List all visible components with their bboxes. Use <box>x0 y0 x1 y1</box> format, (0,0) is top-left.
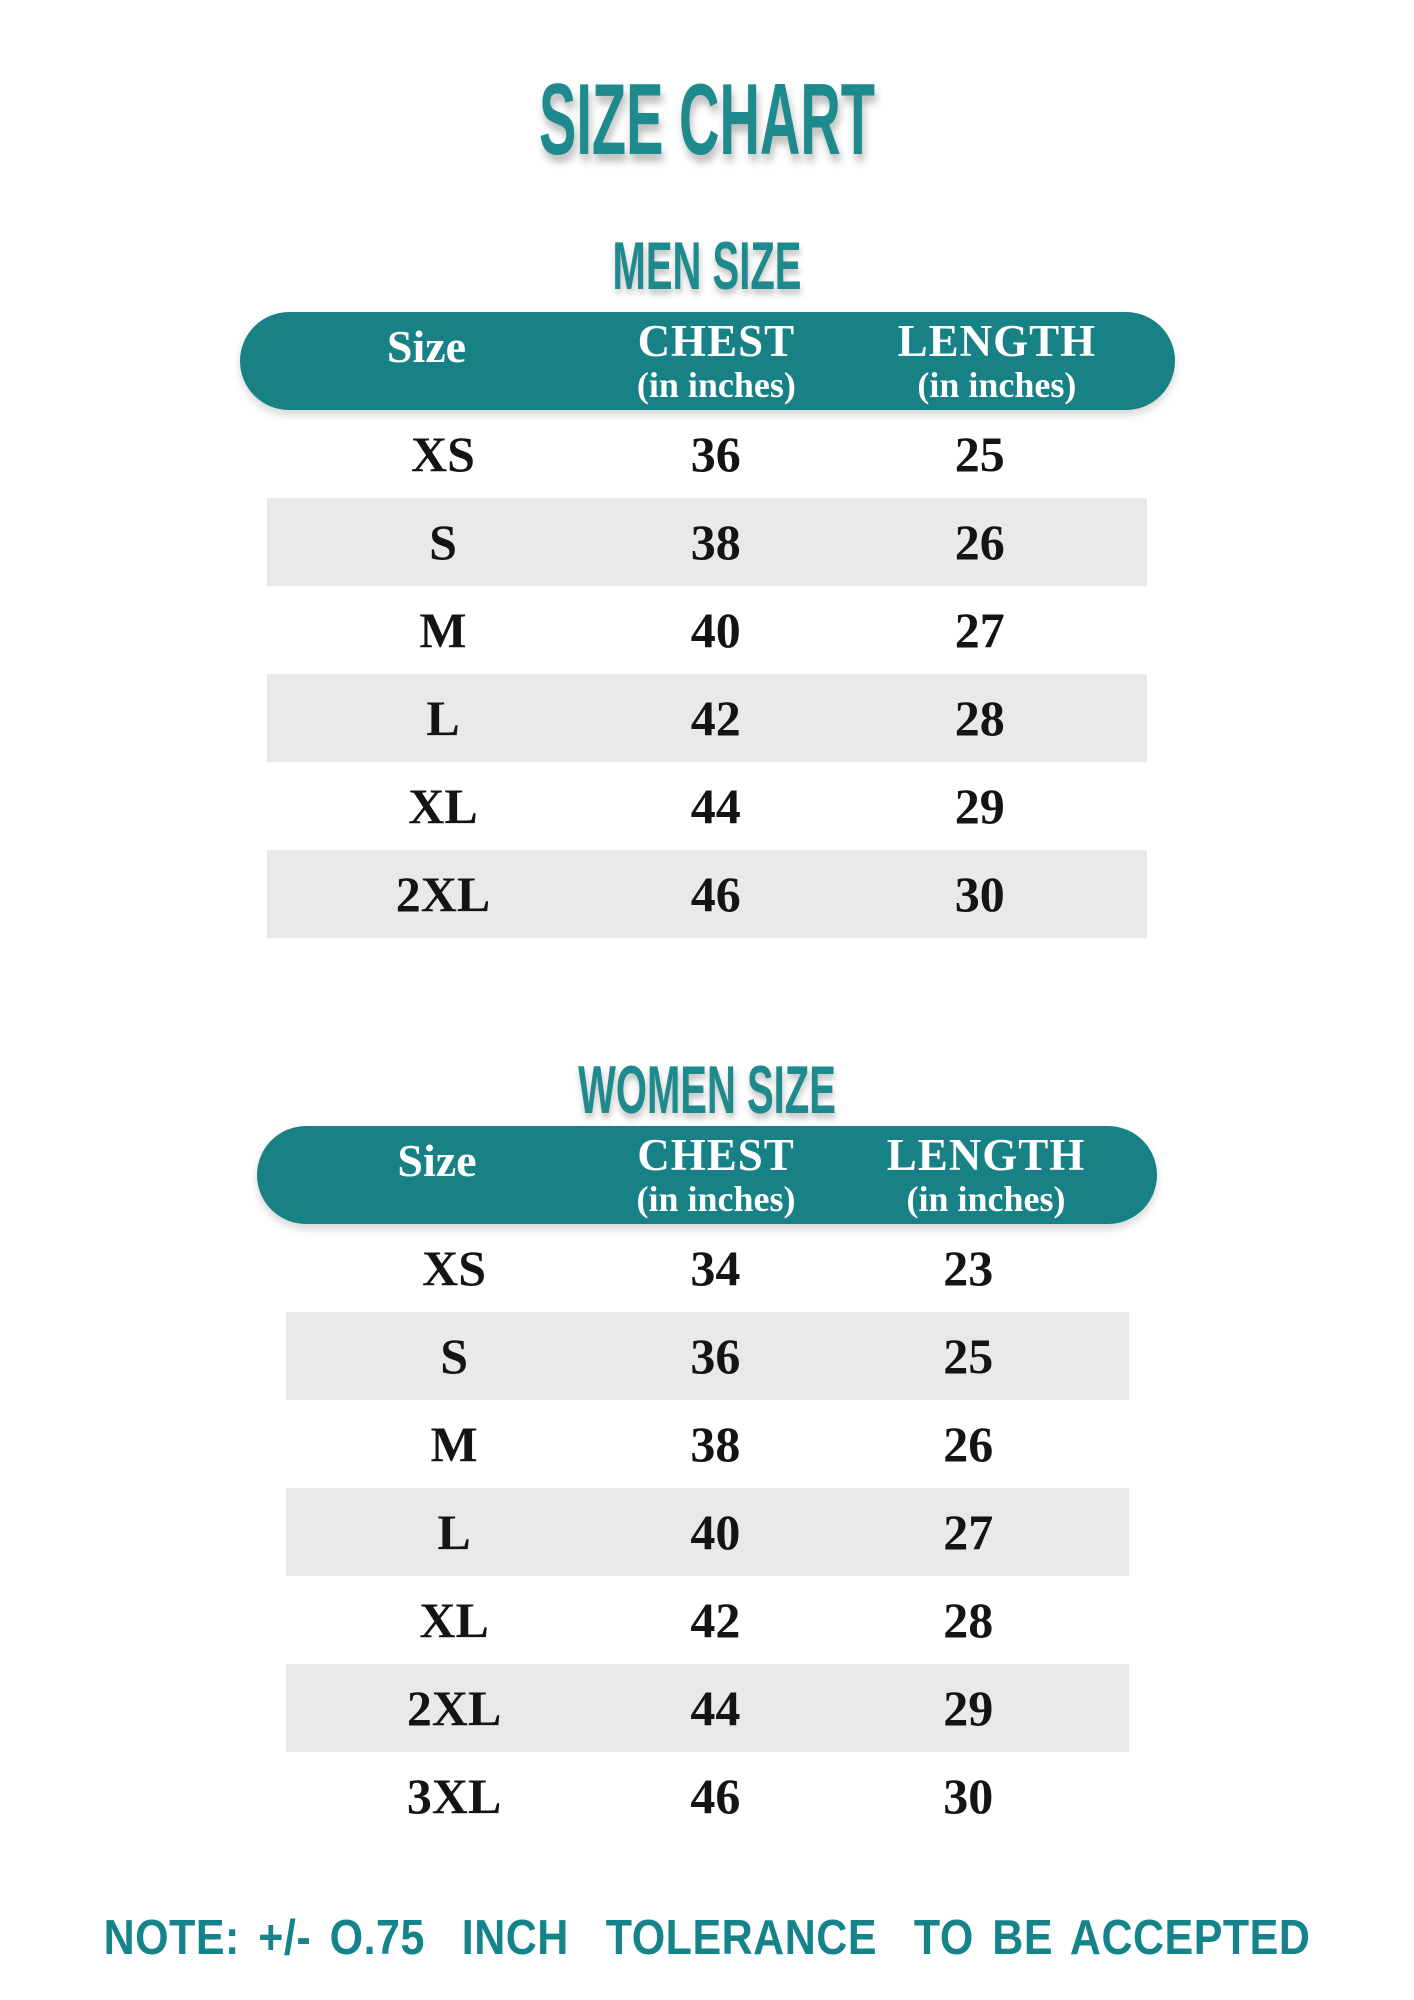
men-length-cell: 25 <box>954 426 1005 482</box>
women-table-row <box>286 1400 1129 1488</box>
women-length-cell: 27 <box>943 1504 994 1560</box>
men-length-cell: 28 <box>954 690 1005 746</box>
men-length-cell: 27 <box>954 602 1005 658</box>
women-table-header <box>257 1126 1157 1224</box>
men-chest-cell: 46 <box>690 866 741 922</box>
men-header-chest <box>614 316 820 405</box>
men-table-row <box>267 498 1147 586</box>
women-length-cell: 26 <box>943 1416 994 1472</box>
women-size-cell: M <box>430 1416 478 1472</box>
women-header-chest <box>617 1130 815 1219</box>
page-title: SIZE CHART <box>539 62 875 176</box>
men-table-row <box>267 410 1147 498</box>
women-chest-cell: 40 <box>690 1504 741 1560</box>
men-table-header <box>240 312 1175 410</box>
women-chest-cell: 42 <box>690 1592 741 1648</box>
women-length-cell: 29 <box>943 1680 994 1736</box>
men-header-length-unit: (in inches) <box>917 365 1077 405</box>
women-size-cell: 3XL <box>406 1768 502 1824</box>
men-length-cell: 30 <box>954 866 1005 922</box>
men-size-cell: XL <box>408 778 478 834</box>
women-header-chest-unit: (in inches) <box>636 1179 796 1219</box>
women-chest-cell: 46 <box>690 1768 741 1824</box>
women-table-row <box>286 1576 1129 1664</box>
men-size-cell: L <box>426 690 460 746</box>
women-table-rows <box>286 1224 1129 1840</box>
women-size-cell: L <box>437 1504 471 1560</box>
women-header-length <box>815 1130 1157 1219</box>
men-header-chest-unit: (in inches) <box>636 365 796 405</box>
women-length-cell: 23 <box>943 1240 994 1296</box>
women-header-length-unit: (in inches) <box>906 1179 1066 1219</box>
men-length-cell: 26 <box>954 514 1005 570</box>
women-chest-cell: 38 <box>690 1416 741 1472</box>
tolerance-note: NOTE: +/- O.75 INCH TOLERANCE TO BE ACCEPTED <box>103 1910 1311 1966</box>
men-size-cell: S <box>429 514 457 570</box>
women-table-row <box>286 1488 1129 1576</box>
women-length-cell: 25 <box>943 1328 994 1384</box>
men-header-chest-label: CHEST <box>637 316 796 366</box>
women-table-row <box>286 1664 1129 1752</box>
women-table-row <box>286 1224 1129 1312</box>
women-header-size: Size <box>397 1134 477 1186</box>
women-section-title: WOMEN SIZE <box>578 1053 836 1129</box>
men-length-cell: 29 <box>954 778 1005 834</box>
men-table-rows <box>267 410 1147 938</box>
men-header-length <box>819 316 1174 405</box>
women-chest-cell: 34 <box>690 1240 741 1296</box>
men-header-size: Size <box>386 320 467 372</box>
men-chest-cell: 36 <box>690 426 741 482</box>
women-table-row <box>286 1752 1129 1840</box>
men-chest-cell: 38 <box>690 514 741 570</box>
men-table-row <box>267 762 1147 850</box>
women-header-chest-label: CHEST <box>637 1130 795 1180</box>
men-chest-cell: 40 <box>690 602 741 658</box>
men-table-row <box>267 850 1147 938</box>
women-header-length-label: LENGTH <box>886 1130 1086 1180</box>
men-chest-cell: 42 <box>690 690 741 746</box>
women-chest-cell: 44 <box>690 1680 741 1736</box>
men-chest-cell: 44 <box>690 778 741 834</box>
women-size-cell: XL <box>419 1592 489 1648</box>
men-section <box>0 229 1414 938</box>
women-table-row <box>286 1312 1129 1400</box>
women-chest-cell: 36 <box>690 1328 741 1384</box>
men-table-row <box>267 586 1147 674</box>
women-size-cell: XS <box>422 1240 487 1296</box>
men-size-cell: 2XL <box>395 866 491 922</box>
women-section <box>0 1053 1414 1840</box>
women-length-cell: 28 <box>943 1592 994 1648</box>
men-table-row <box>267 674 1147 762</box>
women-size-cell: S <box>440 1328 468 1384</box>
men-header-length-label: LENGTH <box>897 316 1097 366</box>
men-size-cell: M <box>419 602 467 658</box>
women-size-cell: 2XL <box>406 1680 502 1736</box>
men-size-cell: XS <box>411 426 475 482</box>
men-section-title: MEN SIZE <box>612 229 802 305</box>
women-length-cell: 30 <box>943 1768 994 1824</box>
